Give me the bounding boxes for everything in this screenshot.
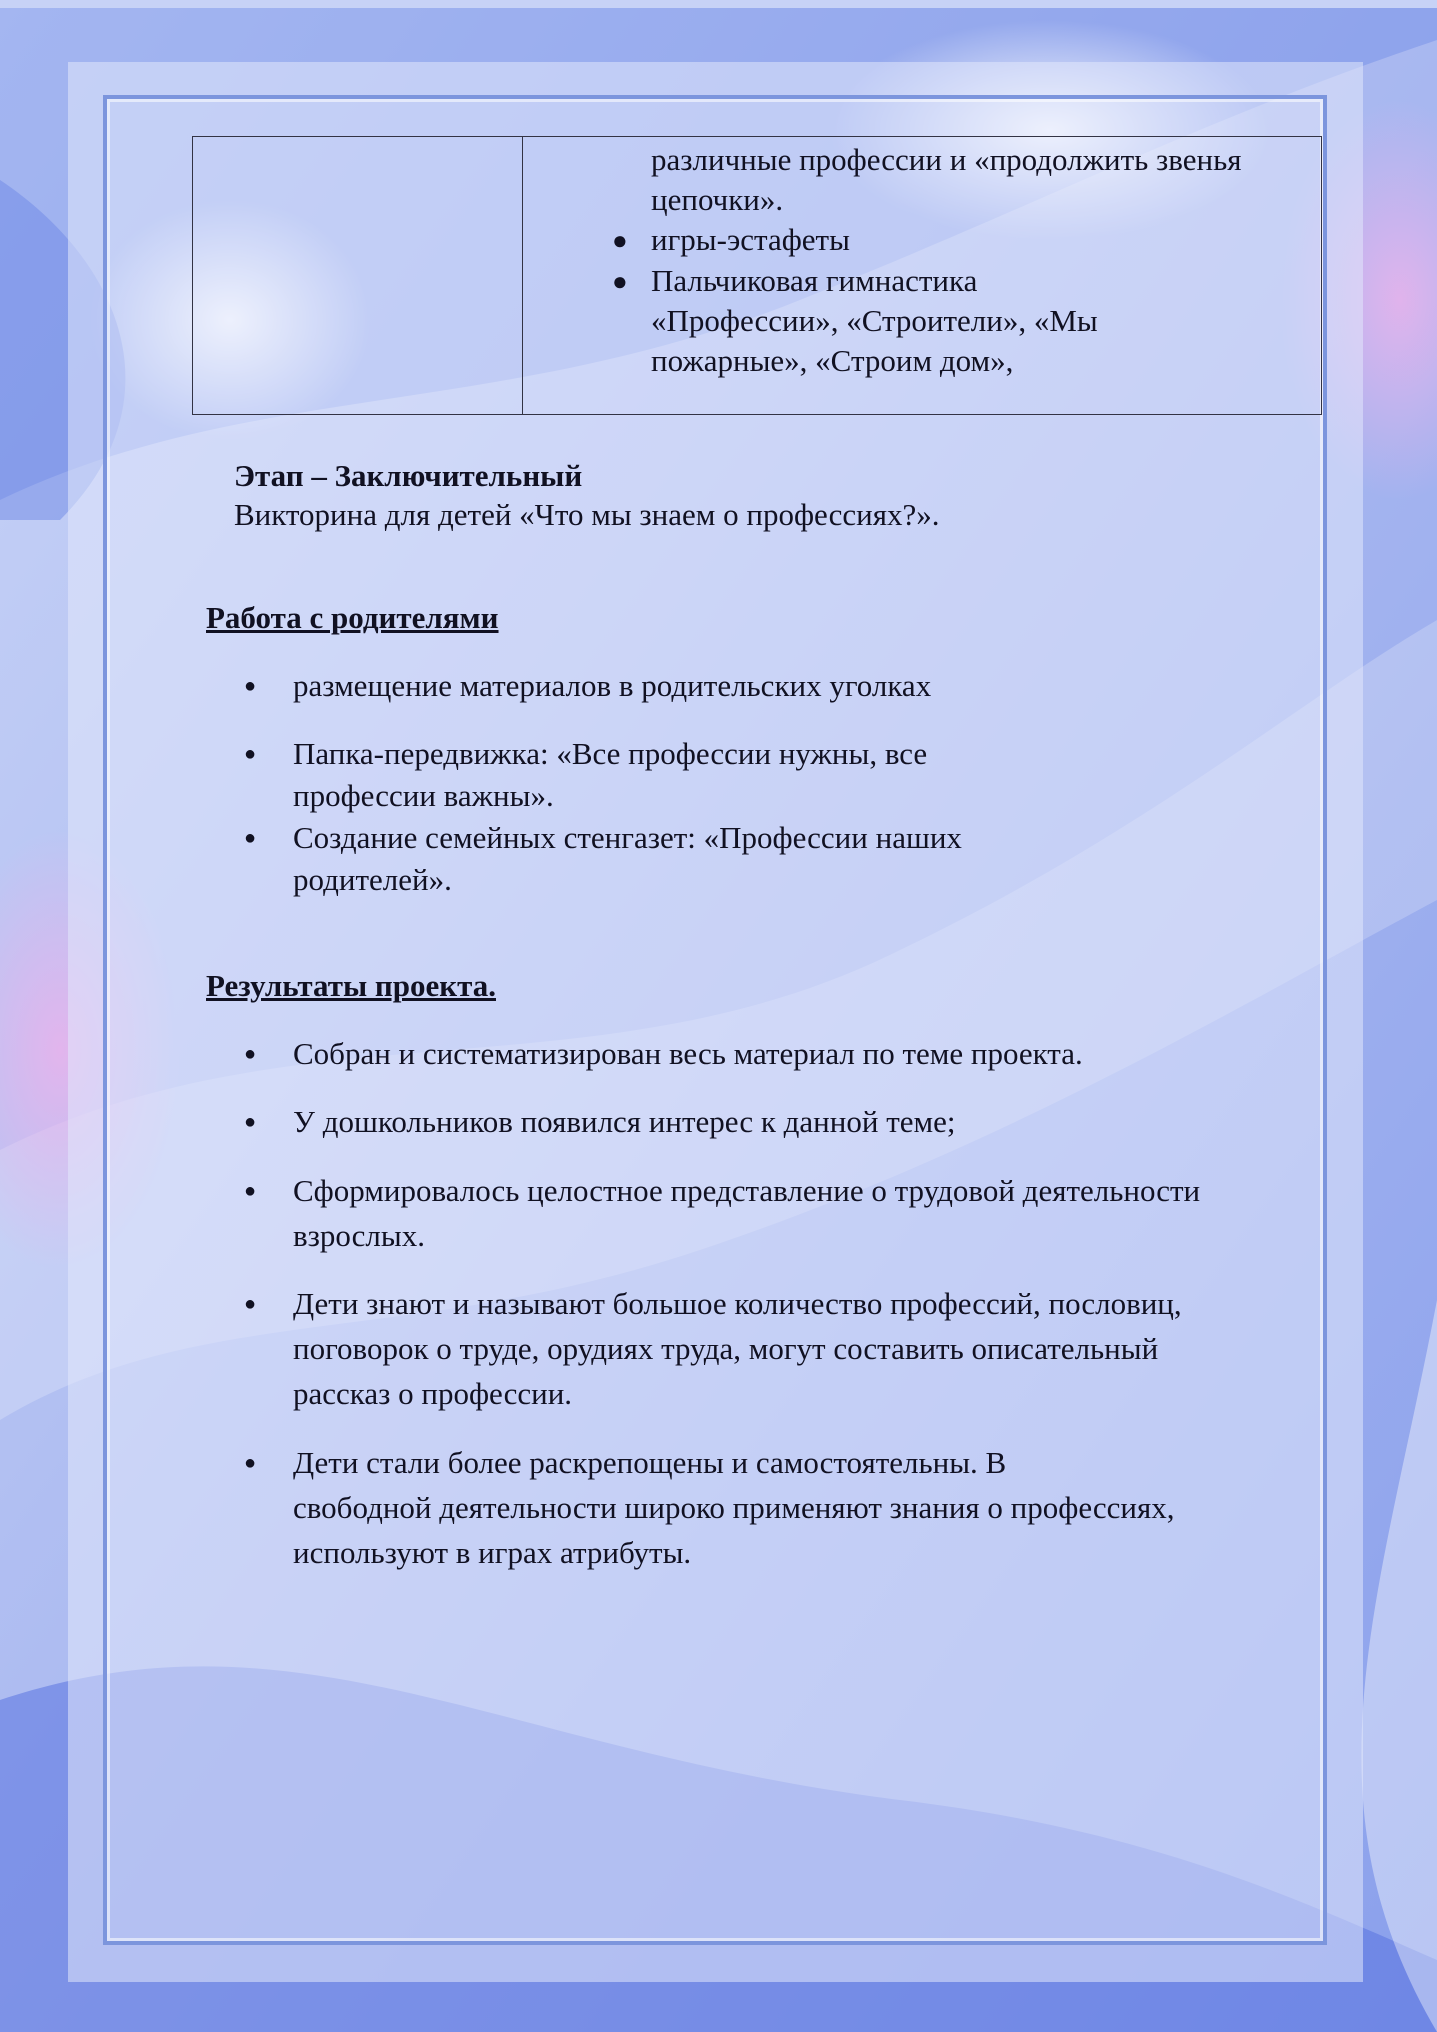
bullet-icon: ● [244, 675, 257, 697]
bullet-icon: ● [612, 267, 628, 296]
table-cell-left [193, 137, 523, 414]
table-list-item-line: пожарные», «Строим дом», [651, 343, 1014, 378]
table-list-item: игры-эстафеты [651, 222, 850, 257]
parents-heading: Работа с родителями [206, 600, 499, 635]
bullet-icon: ● [244, 1111, 257, 1133]
bullet-icon: ● [244, 743, 257, 765]
results-heading: Результаты проекта. [206, 968, 496, 1003]
table-text-line: различные профессии и «продолжить звенья [651, 142, 1242, 177]
stage-text: Викторина для детей «Что мы знаем о профессиях?». [234, 497, 940, 532]
stage-title: Этап – Заключительный [234, 458, 583, 493]
bullet-icon: ● [244, 1180, 257, 1202]
bullet-icon: ● [244, 1043, 257, 1065]
table-list-item-line: «Профессии», «Строители», «Мы [651, 303, 1098, 338]
table-list-item: Пальчиковая гимнастика [651, 263, 978, 298]
bullet-icon: ● [244, 827, 257, 849]
bullet-icon: ● [612, 226, 628, 255]
document-content: различные профессии и «продолжить звенья цепочки». ● игры-эстафеты ● Пальчиковая гимнастика «Профессии», «Строители», «Мы пожарные», «Строим дом», Этап – Заключительный Викторина для детей «Что мы знаем о профессиях?». Работа с родителями ● размещение материалов в родительских уголках ● Папка-передвижка: «Все профессии нужны, все профессии важны». ● Создание семейных стенгазет: «Профессии наших родителей». Результаты проекта. ● Собран и систематизирован весь материал по теме проекта. ● У дошкольников появился интерес к данной теме; ● Сформировалось целостное представление о трудовой деятельности взрослых. ● Дети знают и называют большое количество профессий, пословиц, поговорок о труде, орудиях труда, могут составить описательный рассказ о профессии. ● Дети стали более раскрепощены и самостоятельны. В свободной деятельности широко применяют знания о профессиях, используют в играх атрибуты. [0, 0, 1437, 2032]
table-text-line: цепочки». [651, 182, 784, 217]
bullet-icon: ● [244, 1293, 257, 1315]
bullet-icon: ● [244, 1452, 257, 1474]
